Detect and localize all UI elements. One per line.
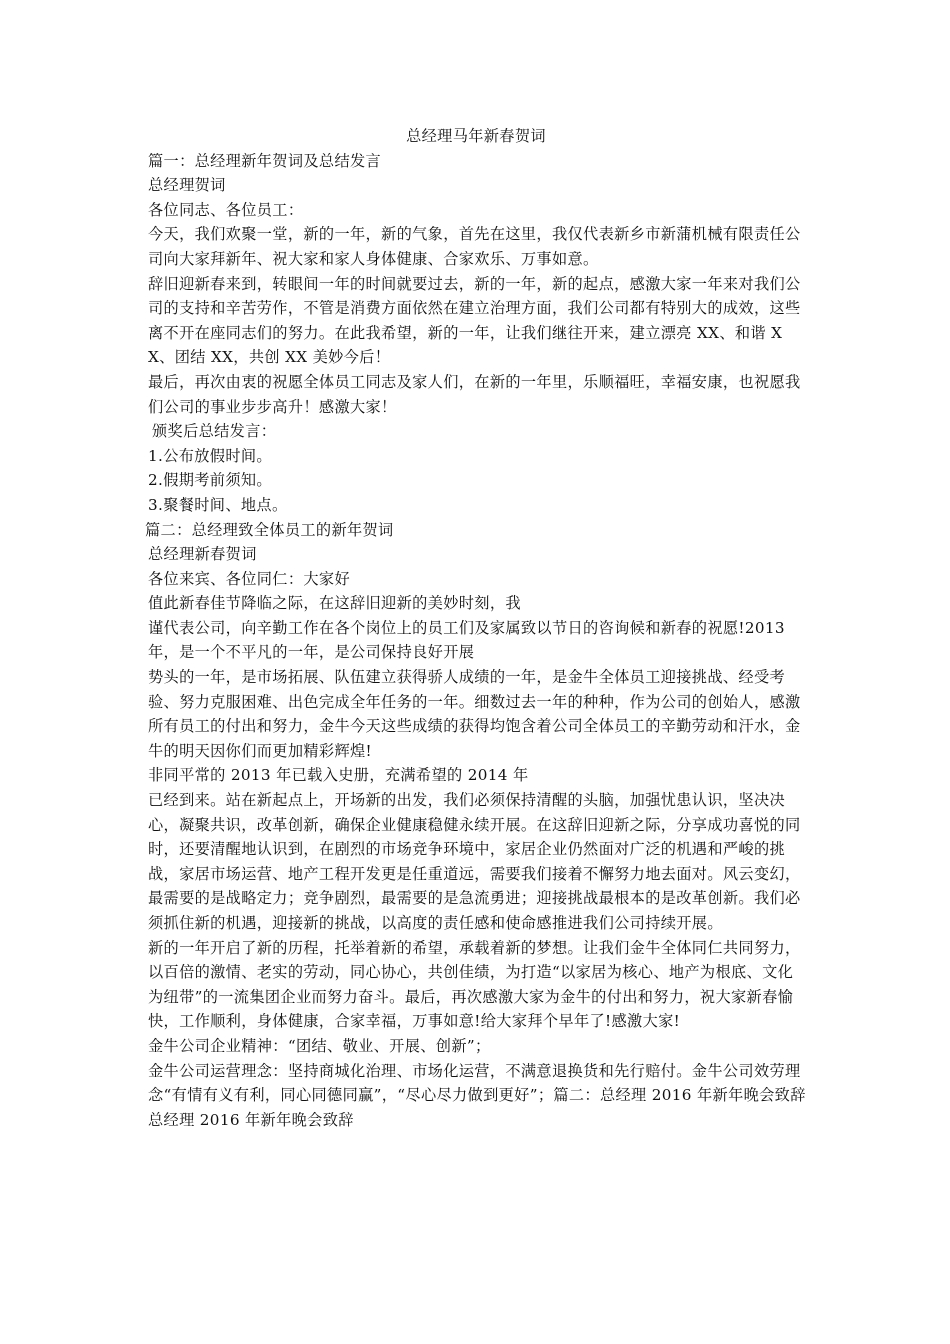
paragraph: 各位同志、各位员工： [148,200,304,219]
paragraph: 金牛公司企业精神：“团结、敬业、开展、创新”； [148,1036,491,1055]
paragraph: 总经理贺词 [148,176,226,195]
paragraph: 今天，我们欢聚一堂，新的一年，新的气象，首先在这里，我仅代表新乡市新蒲机械有限责任公司向大家拜新年、祝大家和家人身体健康、合家欢乐、万事如意。 [148,225,801,268]
document-page [145,124,807,1132]
paragraph: 已经到来。站在新起点上，开场新的出发，我们必须保持清醒的头脑，加强忧患认识，坚决决心，凝聚共识，改革创新，确保企业健康稳健永续开展。在这辞旧迎新之际，分享成功喜悦的同时，还要清醒地认识到，在剧烈的市场竞争环境中，家居企业仍然面对广泛的机遇和严峻的挑战，家居市场运营、地产工程开发更是任重道远，需要我们接着不懈努力地去面对。风云变幻，最需要的是战略定力；竞争剧烈，最需要的是急流勇进；迎接挑战最根本的是改革创新。我们必须抓住新的机遇，迎接新的挑战，以高度的责任感和使命感推进我们公司持续开展。 [148,791,801,932]
paragraph: 非同平常的 2013 年已载入史册，充满希望的 2014 年 [148,766,529,785]
paragraph: 最后，再次由衷的祝愿全体员工同志及家人们，在新的一年里，乐顺福旺，幸福安康，也祝愿我们公司的事业步步高升！感激大家！ [148,372,801,416]
paragraph: 新的一年开启了新的历程，托举着新的希望，承载着新的梦想。让我们金牛全体同仁共同努力，以百倍的激情、老实的劳动，同心协心，共创佳绩，为打造“以家居为核心、地产为根底、文化为纽带”的一流集团企业而努力奋斗。最后，再次感激大家为金牛的付出和努力，祝大家新春愉快，工作顺利，身体健康，合家幸福，万事如意!给大家拜个早年了!感激大家! [148,938,801,1031]
list-item: 2.假期考前须知。 [148,471,272,490]
paragraph: 各位来宾、各位同仁：大家好 [148,569,350,588]
paragraph: 颁奖后总结发言： [152,422,277,441]
paragraph: 总经理 2016 年新年晚会致辞 [148,1110,354,1129]
paragraph: 辞旧迎新春来到，转眼间一年的时间就要过去，新的一年，新的起点，感激大家一年来对我们公司的支持和辛苦劳作，不管是消费方面依然在建立治理方面，我们公司都有特别大的成效，这些离不开在座同志们的努力。在此我希望，新的一年，让我们继往开来，建立漂亮 XX、和谐 XX、团结 XX，共创 XX 美妙今后！ [148,274,801,367]
list-item: 3.聚餐时间、地点。 [148,495,288,514]
paragraph: 势头的一年，是市场拓展、队伍建立获得骄人成绩的一年，是金牛全体员工迎接挑战、经受考验、努力克服困难、出色完成全年任务的一年。细数过去一年的种种，作为公司的创始人，感激所有员工的付出和努力，金牛今天这些成绩的获得均饱含着公司全体员工的辛勤劳动和汗水，金牛的明天因你们而更加精彩辉煌! [148,668,801,760]
paragraph: 金牛公司运营理念：坚持商城化治理、市场化运营，不满意退换货和先行赔付。金牛公司效劳理念“有情有义有利，同心同德同赢”，“尽心尽力做到更好”；篇二：总经理 2016 年新年晚会致辞 [148,1061,806,1105]
paragraph: 谨代表公司，向辛勤工作在各个岗位上的员工们及家属致以节日的咨询候和新春的祝愿!2013 年，是一个不平凡的一年，是公司保持良好开展 [148,618,785,662]
section-heading-1: 篇一：总经理新年贺词及总结发言 [148,151,382,170]
list-item: 1.公布放假时间。 [148,446,272,465]
document-title: 总经理马年新春贺词 [406,127,546,145]
paragraph: 值此新春佳节降临之际，在这辞旧迎新的美妙时刻，我 [148,594,521,613]
section-heading-2: 篇二：总经理致全体员工的新年贺词 [145,520,394,539]
paragraph: 总经理新春贺词 [148,545,257,564]
